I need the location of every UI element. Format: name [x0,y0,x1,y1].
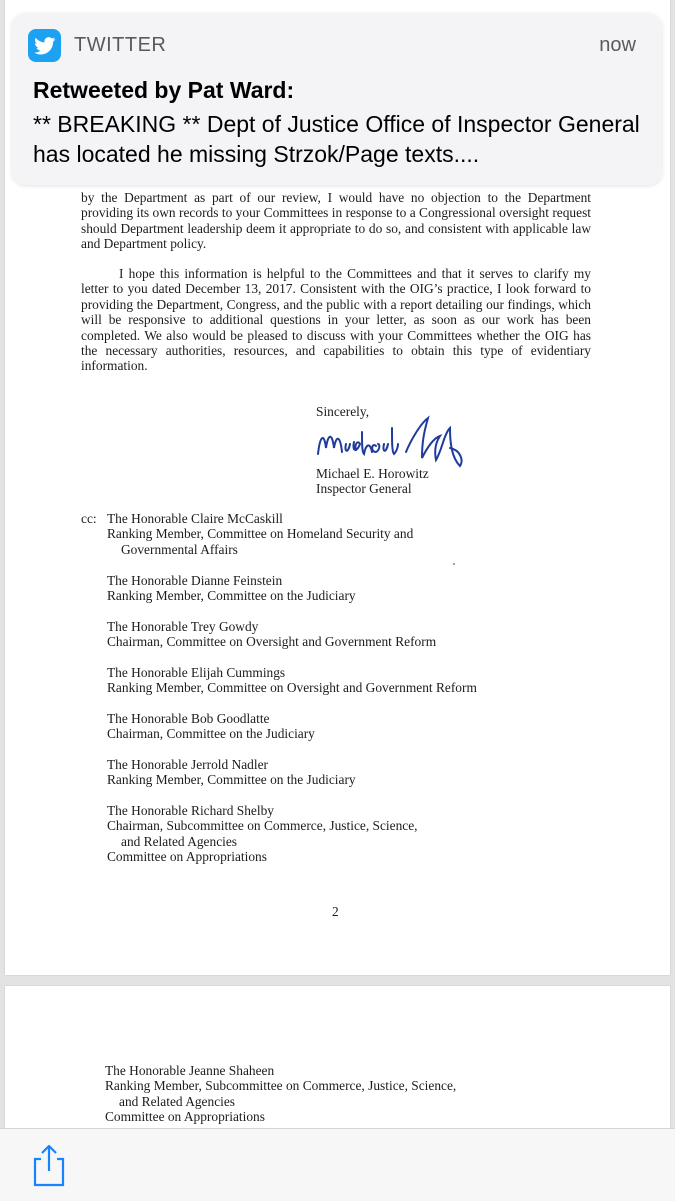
letter-closing: Sincerely, [316,404,370,419]
share-button[interactable] [29,1143,69,1187]
cc-name: The Honorable Dianne Feinstein [107,573,283,588]
signer-block [316,466,429,497]
share-icon [29,1143,69,1187]
cc-recipient [107,803,577,865]
notification-title: Retweeted by Pat Ward: [33,77,295,103]
notification-banner[interactable] [12,13,662,185]
page-number: 2 [332,904,339,919]
notification-body: ** BREAKING ** Dept of Justice Office of Inspector General has located he missing Strzok/Page texts.... [33,111,640,167]
cc-name: The Honorable Trey Gowdy [107,619,259,634]
cc-line: Committee on Appropriations [105,1109,265,1125]
notification-app-name: TWITTER [74,34,167,56]
bottom-toolbar [0,1128,675,1201]
cc-name: The Honorable Bob Goodlatte [107,711,270,726]
letter-paragraph-2: I hope this information is helpful to the Committees and that it serves to clarify my letter to you dated December 13, 2017. Consistent with the OIG’s practice, I look forward to providing the Department, Congress, and the public with a report detailing our findings, which will be responsive to additional questions in your letter, as soon as our work has been completed. We also would be pleased to discuss with your Committees whether the OIG has the necessary authorities, resources, and capabilities to obtain this type of evidentiary information. [81,266,591,374]
cc-line: and Related Agencies [121,833,238,849]
cc-name: The Honorable Richard Shelby [107,803,274,818]
cc-recipient [105,1063,575,1125]
scan-speck [453,563,455,565]
cc-line: and Related Agencies [119,1093,236,1109]
cc-recipient [107,757,577,788]
cc-line: Chairman, Committee on Oversight and Government Reform [107,634,437,650]
cc-line: Ranking Member, Committee on the Judiciary [107,772,356,788]
signer-name: Michael E. Horowitz [316,466,429,481]
cc-label: cc: [81,511,97,526]
signature-image [310,414,480,470]
cc-line: Committee on Appropriations [107,849,267,865]
cc-recipient [107,573,577,604]
cc-line: Chairman, Committee on the Judiciary [107,726,315,742]
cc-name: The Honorable Elijah Cummings [107,665,286,680]
document-page-2 [5,986,670,1146]
cc-line: Ranking Member, Committee on Oversight and Government Reform [107,680,477,696]
cc-recipient [107,511,577,557]
cc-line: Ranking Member, Committee on the Judiciary [107,588,356,604]
cc-name: The Honorable Jerrold Nadler [107,757,268,772]
cc-line: Ranking Member, Subcommittee on Commerce, Justice, Science, [105,1078,457,1094]
cc-line: Chairman, Subcommittee on Commerce, Justice, Science, [107,818,418,834]
cc-name: The Honorable Claire McCaskill [107,511,283,526]
cc-line: Governmental Affairs [121,541,238,557]
cc-line: Ranking Member, Committee on Homeland Security and [107,526,414,542]
signer-title: Inspector General [316,481,412,497]
cc-recipient [107,711,577,742]
notification-time: now [599,34,636,56]
twitter-bird-icon [28,29,61,62]
cc-recipient [107,665,577,696]
cc-recipient [107,619,577,650]
letter-paragraph-1: by the Department as part of our review, I would have no objection to the Department providing its own records to your Committees in response to a Congressional oversight request should Department leadership deem it appropriate to do so, and consistent with applicable law and Department policy. [81,190,591,252]
cc-name: The Honorable Jeanne Shaheen [105,1063,275,1078]
